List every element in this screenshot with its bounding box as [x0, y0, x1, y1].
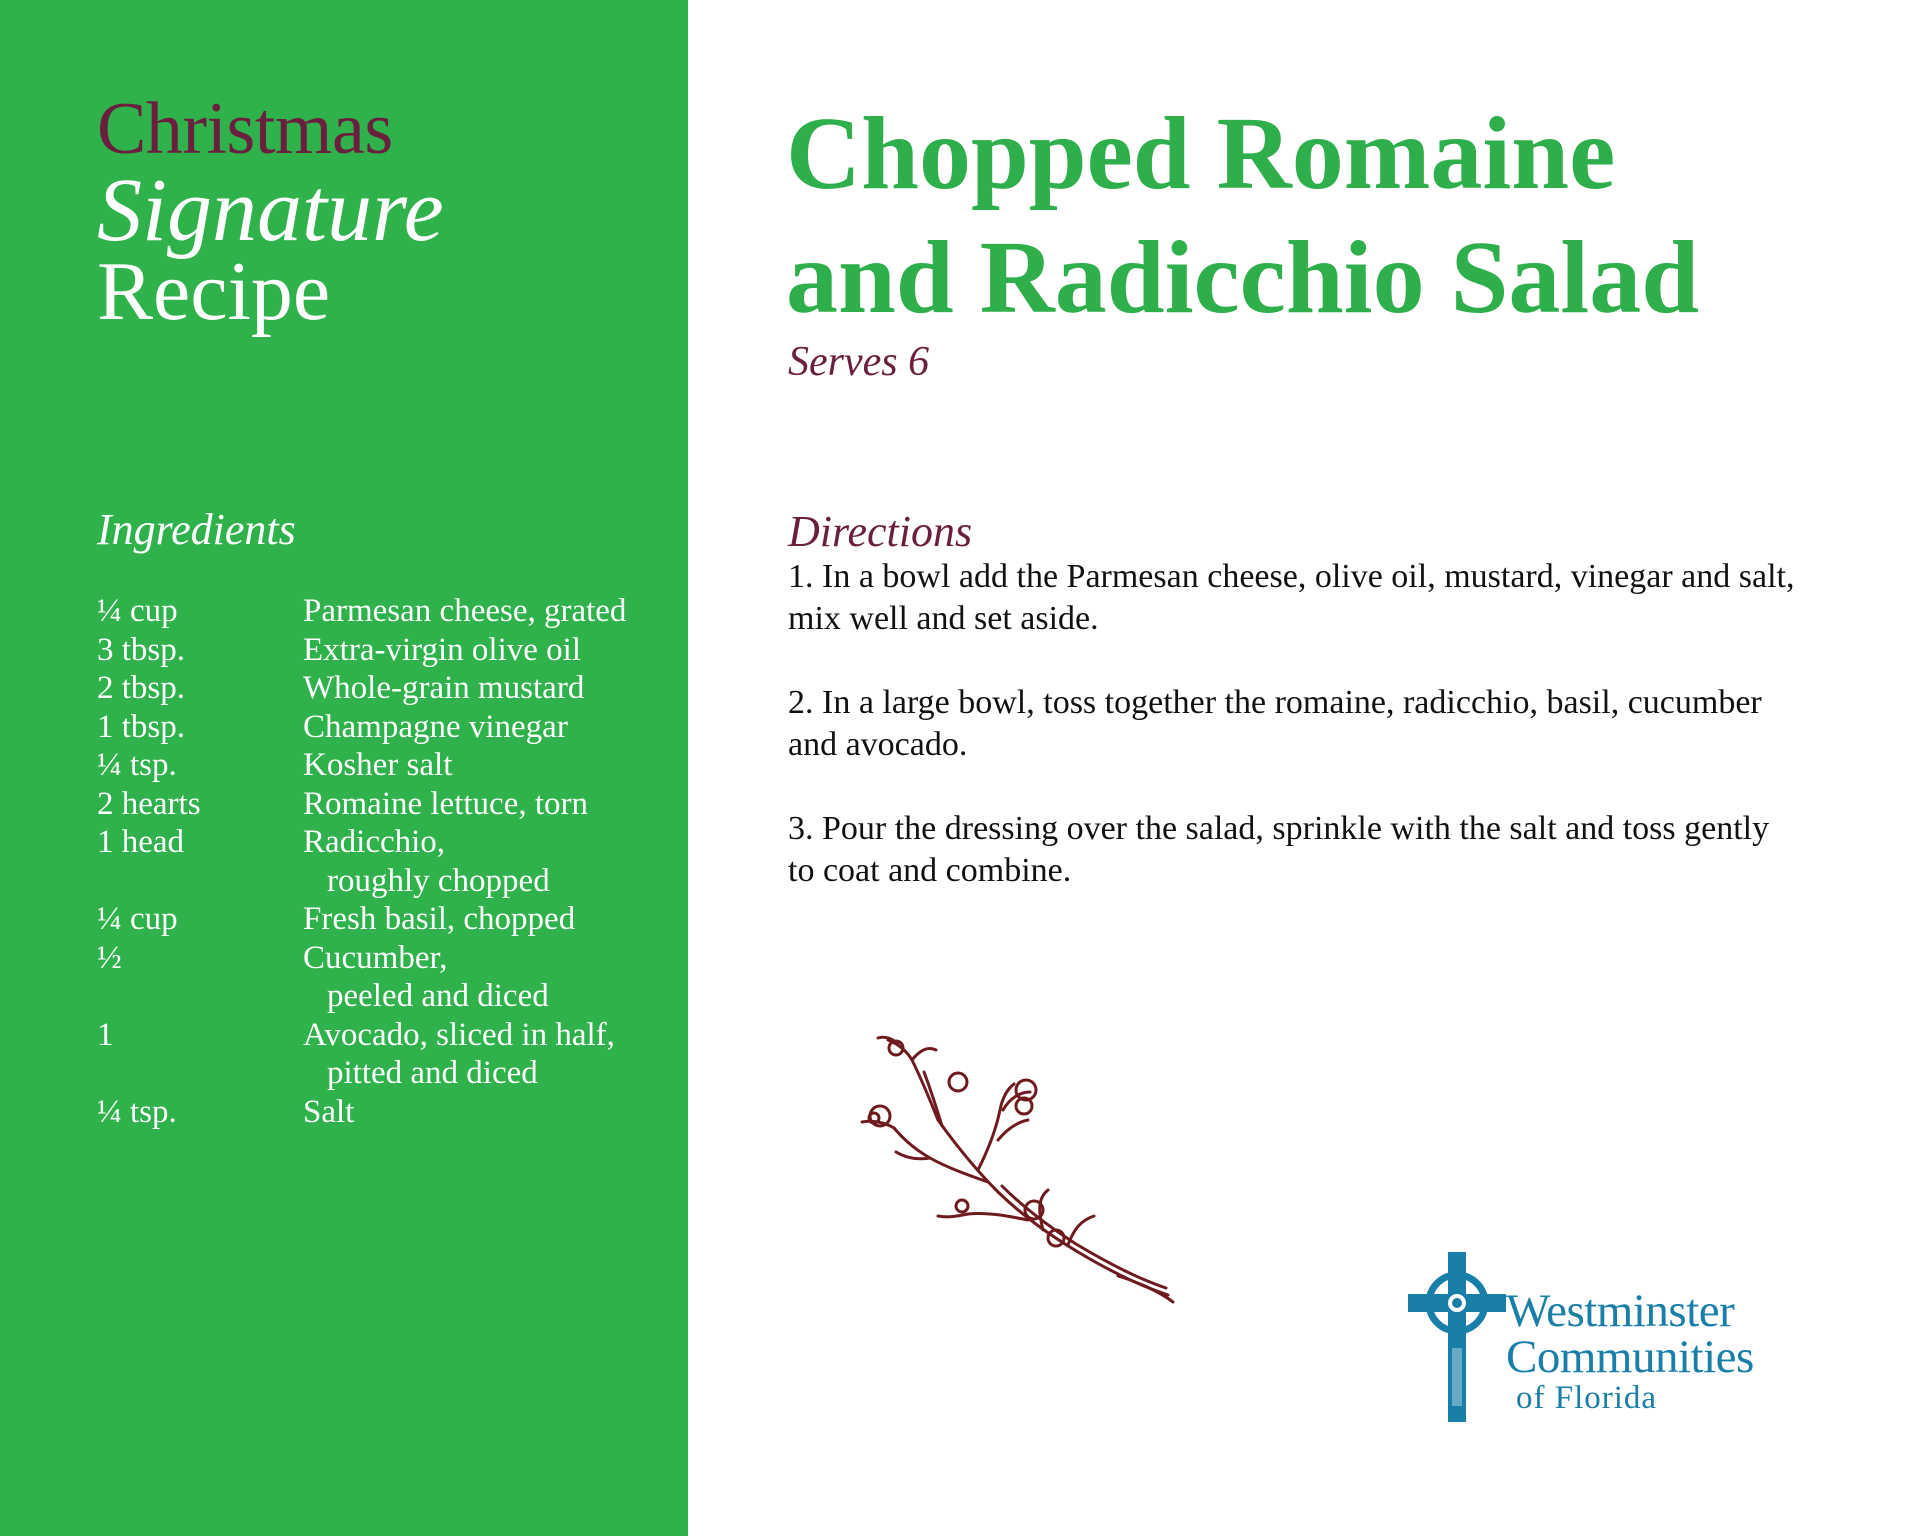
ingredient-item [303, 1093, 657, 1132]
ingredient-item [303, 1016, 657, 1093]
ingredient-quantity: 2 tbsp. [97, 670, 186, 706]
direction-step: 3. Pour the dressing over the salad, sprinkle with the salt and toss gently to coat and combine. [788, 810, 1770, 889]
logo-wordmark [1506, 1285, 1754, 1416]
herb-sprig-illustration [838, 1030, 1188, 1320]
ingredient-item [303, 900, 657, 939]
ingredient-item [303, 631, 657, 670]
ingredient-item [303, 785, 657, 824]
ingredient-item [303, 823, 657, 900]
ingredient-quantity: 1 [97, 1016, 114, 1053]
ingredient-name: Parmesan cheese, grated [303, 593, 627, 629]
ingredient-name: Radicchio, [303, 824, 446, 860]
ingredient-name: Cucumber, [303, 939, 448, 976]
ingredient-quantity: ¼ tsp. [97, 747, 177, 783]
series-title-signature: Signature [97, 161, 444, 260]
ingredient-quantity: ½ [97, 939, 122, 976]
ingredient-quantity: ¼ tsp. [97, 1093, 177, 1130]
ingredient-row [97, 939, 657, 1016]
ingredient-quantity: ¼ cup [97, 593, 178, 629]
ingredient-item [303, 669, 657, 708]
ingredient-row [97, 823, 657, 900]
directions-list [788, 556, 1798, 934]
ingredient-row [97, 592, 657, 631]
ingredient-item [303, 708, 657, 747]
ingredient-item [303, 592, 657, 631]
ingredient-name: Romaine lettuce, torn [303, 785, 588, 822]
ingredient-row [97, 785, 657, 824]
ingredient-quantity: 3 tbsp. [97, 631, 186, 668]
ingredient-name: Whole-grain mustard [303, 670, 585, 706]
direction-step: 1. In a bowl add the Parmesan cheese, olive oil, mustard, vinegar and salt, mix well and set aside. [788, 558, 1795, 637]
westminster-logo [1404, 1252, 1824, 1422]
serves-count: Serves 6 [788, 339, 930, 385]
ingredients-list [97, 592, 657, 1131]
directions-heading: Directions [788, 507, 973, 556]
ingredient-name: Avocado, sliced in half, [303, 1016, 615, 1053]
ingredients-panel [0, 0, 688, 1536]
ingredient-quantity: 1 head [97, 824, 185, 860]
ingredient-name: Salt [303, 1093, 355, 1130]
ingredient-note: peeled and diced [327, 978, 549, 1014]
logo-of-florida: of Florida [1516, 1380, 1658, 1416]
ingredient-row [97, 1016, 657, 1093]
series-title-christmas: Christmas [97, 88, 393, 170]
ingredients-heading: Ingredients [97, 505, 296, 554]
ingredient-quantity: ¼ cup [97, 901, 178, 937]
ingredient-note: pitted and diced [327, 1055, 538, 1091]
ingredient-name: Extra-virgin olive oil [303, 631, 582, 668]
ingredient-row [97, 708, 657, 747]
ingredient-row [97, 1093, 657, 1132]
ingredient-row [97, 746, 657, 785]
ingredient-item [303, 746, 657, 785]
logo-westminster: Westminster [1506, 1285, 1735, 1337]
ingredient-item [303, 939, 657, 1016]
celtic-cross-icon [1408, 1252, 1506, 1422]
series-title [97, 88, 444, 338]
recipe-title-line-2: and Radicchio Salad [786, 220, 1700, 335]
ingredient-row [97, 631, 657, 670]
ingredient-row [97, 669, 657, 708]
ingredient-name: Kosher salt [303, 747, 453, 783]
logo-communities: Communities [1506, 1331, 1754, 1383]
ingredient-row [97, 900, 657, 939]
direction-step: 2. In a large bowl, toss together the romaine, radicchio, basil, cucumber and avocado. [788, 684, 1762, 763]
ingredient-note: roughly chopped [327, 862, 550, 899]
recipe-title-line-1: Chopped Romaine [786, 96, 1616, 211]
ingredient-name: Champagne vinegar [303, 708, 568, 745]
ingredient-quantity: 1 tbsp. [97, 708, 186, 745]
recipe-title [786, 92, 1866, 340]
ingredient-name: Fresh basil, chopped [303, 901, 576, 937]
ingredient-quantity: 2 hearts [97, 785, 201, 822]
series-title-recipe: Recipe [97, 245, 331, 338]
